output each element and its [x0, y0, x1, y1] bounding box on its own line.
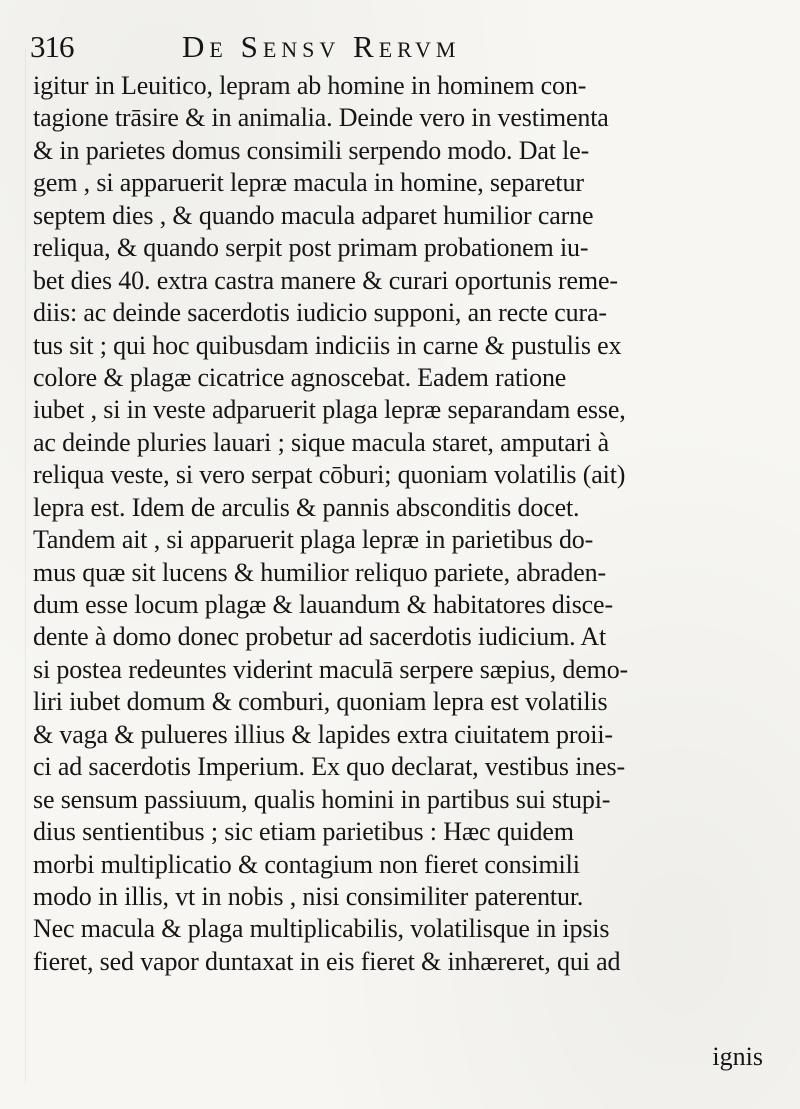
text-line: ac deinde pluries lauari ; sique macula staret, amputari à: [33, 427, 610, 457]
text-line: dente à domo donec probetur ad sacerdotis iudicium. At: [33, 622, 607, 652]
text-line: modo in illis, vt in nobis , nisi consimiliter paterentur.: [33, 881, 584, 911]
text-line: reliqua, & quando serpit post primam probationem iu-: [33, 233, 589, 263]
main-text-block: [33, 70, 763, 978]
running-title: De Sensv Rervm: [182, 29, 461, 64]
text-line: dius sentientibus ; sic etiam parietibus : Hæc quidem: [33, 817, 574, 847]
text-line: mus quæ sit lucens & humilior reliquo pariete, abraden-: [33, 557, 607, 587]
text-line: fieret, sed vapor duntaxat in eis fieret & inhæreret, qui ad: [33, 946, 621, 976]
text-line: ci ad sacerdotis Imperium. Ex quo declarat, vestibus ines-: [33, 752, 626, 782]
page-number: 316: [30, 29, 74, 64]
text-line: lepra est. Idem de arculis & pannis absconditis docet.: [33, 492, 580, 522]
page-header: [30, 26, 770, 68]
text-line: tagione trāsire & in animalia. Deinde vero in vestimenta: [33, 103, 609, 133]
text-line: igitur in Leuitico, lepram ab homine in hominem con-: [33, 71, 587, 100]
text-line: bet dies 40. extra castra manere & curari oportunis reme-: [33, 265, 618, 295]
text-line: Nec macula & plaga multiplicabilis, volatilisque in ipsis: [33, 914, 610, 944]
text-line: & vaga & pulueres illius & lapides extra ciuitatem proii-: [33, 719, 613, 749]
text-line: morbi multiplicatio & contagium non fieret consimili: [33, 849, 580, 879]
text-line: reliqua veste, si vero serpat cōburi; quoniam volatilis (ait): [33, 460, 626, 490]
text-line: diis: ac deinde sacerdotis iudicio supponi, an recte cura-: [33, 298, 607, 328]
text-line: dum esse locum plagæ & lauandum & habitatores disce-: [33, 590, 613, 619]
text-line: & in parietes domus consimili serpendo modo. Dat le-: [33, 135, 590, 165]
text-line: tus sit ; qui hoc quibusdam indiciis in carne & pustulis ex: [33, 330, 622, 360]
text-line: si postea redeuntes viderint maculā serpere sæpius, demo-: [33, 654, 629, 684]
text-line: septem dies , & quando macula adparet humilior carne: [33, 200, 594, 230]
text-line: liri iubet domum & comburi, quoniam lepra est volatilis: [33, 687, 608, 717]
text-line: iubet , si in veste adparuerit plaga lepræ separandam esse,: [33, 395, 626, 425]
text-line: gem , si apparuerit lepræ macula in homine, separetur: [33, 168, 584, 198]
catchword: ignis: [712, 1042, 763, 1071]
page-edge-shadow: [25, 48, 26, 1083]
text-line: se sensum passiuum, qualis homini in partibus sui stupi-: [33, 784, 611, 814]
text-line: Tandem ait , si apparuerit plaga lepræ in parietibus do-: [33, 525, 594, 555]
text-line: colore & plagæ cicatrice agnoscebat. Eadem ratione: [33, 362, 567, 392]
